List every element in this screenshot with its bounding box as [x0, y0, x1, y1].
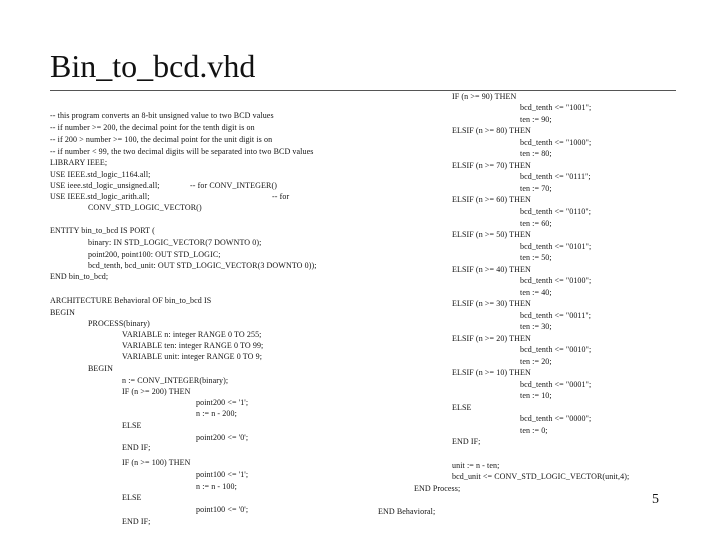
code-comment: -- for	[272, 192, 290, 201]
code-line: PROCESS(binary)	[88, 319, 150, 328]
code-line: -- if number < 99, the two decimal digits will be separated into two BCD values	[50, 147, 314, 156]
code-line: point100 <= '1';	[196, 470, 249, 479]
code-line: IF (n >= 90) THEN	[452, 92, 517, 101]
code-line: unit := n - ten;	[452, 461, 500, 470]
code-line: ELSIF (n >= 60) THEN	[452, 195, 531, 204]
code-line: ten := 60;	[520, 219, 552, 228]
code-line: ten := 40;	[520, 288, 552, 297]
code-line: VARIABLE unit: integer RANGE 0 TO 9;	[122, 352, 263, 361]
code-line: ten := 70;	[520, 184, 552, 193]
code-line: ELSE	[452, 403, 472, 412]
code-line: n := n - 200;	[196, 409, 237, 418]
code-line: ten := 30;	[520, 322, 552, 331]
code-line: LIBRARY IEEE;	[50, 158, 108, 167]
code-line: END bin_to_bcd;	[50, 272, 109, 281]
code-line: bcd_tenth <= "1001";	[520, 103, 592, 112]
code-line: CONV_STD_LOGIC_VECTOR()	[88, 203, 202, 212]
code-line: n := n - 100;	[196, 482, 237, 491]
code-line: BEGIN	[88, 364, 113, 373]
code-line: ELSIF (n >= 10) THEN	[452, 368, 531, 377]
code-line: ten := 80;	[520, 149, 552, 158]
code-line: -- if 200 > number >= 100, the decimal point for the unit digit is on	[50, 135, 273, 144]
code-line: bcd_tenth <= "0011";	[520, 311, 592, 320]
code-line: point200 <= '0';	[196, 433, 249, 442]
code-comment: -- for CONV_INTEGER()	[190, 181, 277, 190]
slide-title: Bin_to_bcd.vhd	[50, 48, 256, 84]
code-line: ten := 0;	[520, 426, 548, 435]
code-line: ten := 50;	[520, 253, 552, 262]
code-line: point200 <= '1';	[196, 398, 249, 407]
code-line: ELSE	[122, 493, 142, 502]
code-line: bcd_tenth <= "0111";	[520, 172, 591, 181]
code-line: END Behavioral;	[378, 507, 436, 516]
code-line: bcd_tenth <= "0100";	[520, 276, 592, 285]
code-line: bcd_tenth, bcd_unit: OUT STD_LOGIC_VECTOR(3 DOWNTO 0));	[88, 261, 317, 270]
page-number: 5	[652, 492, 659, 507]
code-line: ten := 90;	[520, 115, 552, 124]
code-line: point200, point100: OUT STD_LOGIC;	[88, 250, 221, 259]
code-line: END Process;	[414, 484, 461, 493]
code-line: ELSIF (n >= 50) THEN	[452, 230, 531, 239]
code-line: -- if number >= 200, the decimal point for the tenth digit is on	[50, 123, 255, 132]
code-line: point100 <= '0';	[196, 505, 249, 514]
code-line: BEGIN	[50, 308, 75, 317]
code-line: IF (n >= 200) THEN	[122, 387, 191, 396]
code-line: ten := 20;	[520, 357, 552, 366]
code-line: ENTITY bin_to_bcd IS PORT (	[50, 226, 155, 235]
code-line: USE IEEE.std_logic_1164.all;	[50, 170, 151, 179]
code-line: END IF;	[122, 517, 151, 526]
code-line: bcd_tenth <= "0110";	[520, 207, 592, 216]
code-line: USE ieee.std_logic_unsigned.all;	[50, 181, 160, 190]
code-line: IF (n >= 100) THEN	[122, 458, 191, 467]
code-line: bcd_unit <= CONV_STD_LOGIC_VECTOR(unit,4);	[452, 472, 630, 481]
code-line: ELSIF (n >= 40) THEN	[452, 265, 531, 274]
code-line: ARCHITECTURE Behavioral OF bin_to_bcd IS	[50, 296, 212, 305]
code-line: ELSIF (n >= 80) THEN	[452, 126, 531, 135]
code-line: USE IEEE.std_logic_arith.all;	[50, 192, 150, 201]
code-line: VARIABLE n: integer RANGE 0 TO 255;	[122, 330, 262, 339]
code-line: bcd_tenth <= "0001";	[520, 380, 592, 389]
code-line: ELSIF (n >= 70) THEN	[452, 161, 531, 170]
code-line: -- this program converts an 8-bit unsigned value to two BCD values	[50, 111, 274, 120]
code-line: ELSE	[122, 421, 142, 430]
code-line: bcd_tenth <= "0010";	[520, 345, 592, 354]
code-line: END IF;	[122, 443, 151, 452]
code-line: binary: IN STD_LOGIC_VECTOR(7 DOWNTO 0);	[88, 238, 262, 247]
code-line: ELSIF (n >= 20) THEN	[452, 334, 531, 343]
code-line: bcd_tenth <= "1000";	[520, 138, 592, 147]
code-line: ten := 10;	[520, 391, 552, 400]
code-line: VARIABLE ten: integer RANGE 0 TO 99;	[122, 341, 264, 350]
code-line: n := CONV_INTEGER(binary);	[122, 376, 229, 385]
code-line: ELSIF (n >= 30) THEN	[452, 299, 531, 308]
code-line: END IF;	[452, 437, 481, 446]
code-line: bcd_tenth <= "0101";	[520, 242, 592, 251]
code-line: bcd_tenth <= "0000";	[520, 414, 592, 423]
